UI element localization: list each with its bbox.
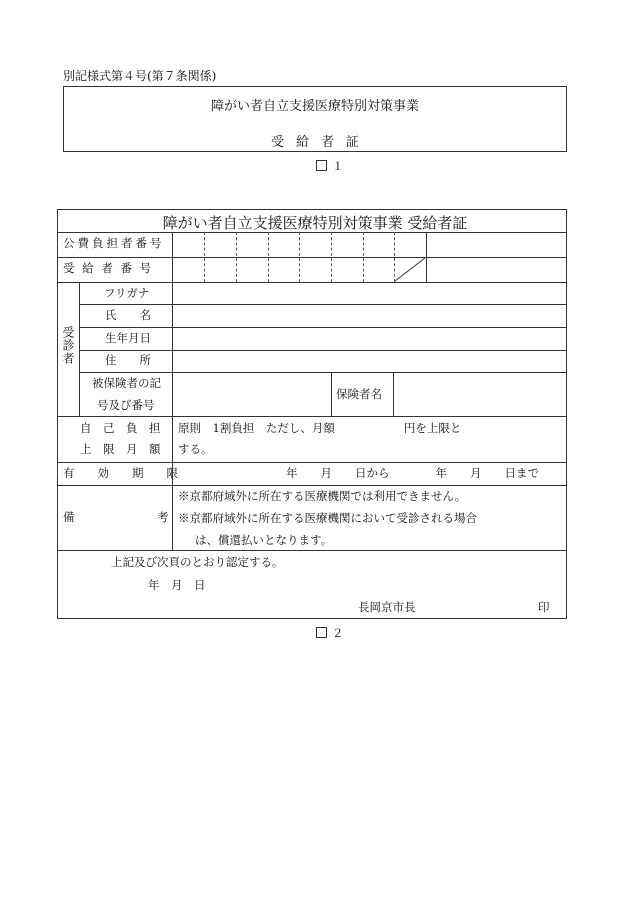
cover-subtitle: 受給者証 (270, 135, 371, 150)
label-insurer-name: 保険者名 (336, 387, 382, 401)
remarks-line-3: は、償還払いとなります。 (195, 533, 333, 547)
label-insured-number-2: 号及び番号 (97, 398, 155, 412)
label-insured-number-1: 被保険者の記 (92, 376, 161, 390)
card-title: 障がい者自立支援医療特別対策事業 受給者証 (162, 214, 468, 232)
label-remarks-2: 考 (157, 510, 169, 524)
certify-date: 年 月 日 (148, 578, 206, 592)
validity-value: 年 月 日から 年 月 日まで (286, 466, 539, 480)
remarks-line-1: ※京都府域外に所在する医療機関では利用できません。 (178, 489, 467, 503)
label-public-payer-number: 公費負担者番号 (63, 236, 165, 250)
copay-value-2: する。 (178, 442, 213, 456)
copay-value-1: 原則 1割負担 ただし、月額 円を上限と (178, 421, 462, 435)
label-birthdate: 生年月日 (105, 331, 151, 345)
label-remarks-1: 備 (63, 510, 75, 524)
label-copay-2: 上 限 月 額 (80, 442, 161, 456)
page-marker-2 (316, 625, 344, 641)
cover-box (63, 86, 567, 152)
page-number: ２ (332, 626, 344, 640)
page-marker-1 (316, 158, 344, 174)
label-recipient-number: 受 給 者 番 号 (63, 261, 154, 275)
form-reference: 別記様式第４号(第７条関係) (63, 69, 217, 83)
page-number: １ (332, 159, 344, 173)
checkbox-square-icon (316, 160, 327, 171)
certify-text: 上記及び次頁のとおり認定する。 (111, 555, 284, 569)
label-patient-group: 受診者 (61, 326, 75, 365)
remarks-line-2: ※京都府域外に所在する医療機関において受診される場合 (178, 511, 477, 525)
label-copay-1: 自 己 負 担 (80, 421, 161, 435)
issuer: 長岡京市長 (358, 600, 416, 614)
cover-title: 障がい者自立支援医療特別対策事業 (210, 99, 419, 114)
label-furigana: フリガナ (104, 286, 150, 300)
checkbox-square-icon (316, 627, 327, 638)
seal-mark: 印 (538, 600, 550, 614)
label-validity: 有 効 期 限 (63, 466, 178, 480)
diagonal-slash (394, 257, 426, 282)
label-name: 氏 名 (105, 308, 151, 322)
label-address: 住 所 (105, 353, 151, 367)
